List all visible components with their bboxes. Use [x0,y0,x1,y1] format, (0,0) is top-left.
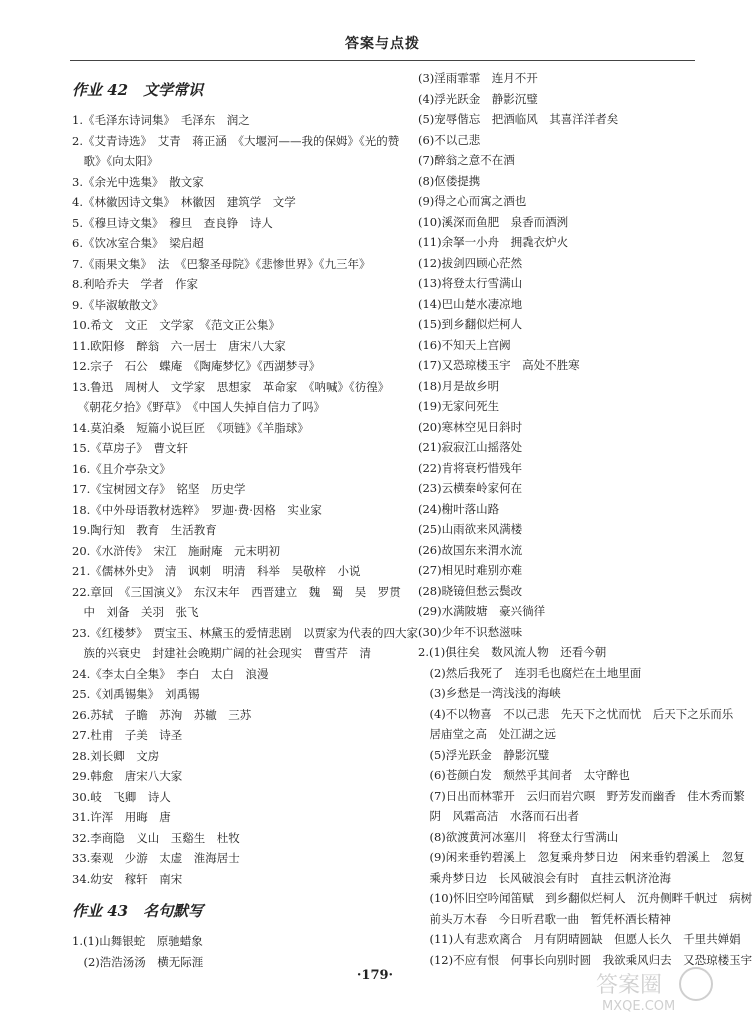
answer-line: 32.李商隐 义山 玉谿生 杜牧 [72,830,240,845]
answer-line: (8)欲渡黄河冰塞川 将登太行雪满山 [418,829,619,844]
answer-line: (13)将登太行雪满山 [418,276,523,290]
answer-line: 6.《饮冰室合集》 梁启超 [72,236,204,250]
answer-line: 18.《中外母语教材选粹》 罗迦·费·因格 实业家 [72,502,322,517]
answer-line: 12.宗子 石公 蝶庵 《陶庵梦忆》《西湖梦寻》 [72,359,321,373]
answer-line: 24.《李太白全集》 李白 太白 浪漫 [72,666,269,681]
answer-line: (5)浮光跃金 静影沉璧 [418,747,550,762]
answer-line: (18)月是故乡明 [418,378,500,393]
answer-line: 15.《草房子》 曹文轩 [72,441,189,455]
answer-line: 4.《林徽因诗文集》 林徽因 建筑学 文学 [72,195,296,209]
answer-line: (7)醉翁之意不在酒 [418,153,515,167]
answer-line: 11.欧阳修 醉翁 六一居士 唐宋八大家 [72,338,286,353]
left-column [72,68,419,972]
answer-line: 中 刘备 关羽 张飞 [72,605,199,619]
answer-line: 前头万木春 今日听君歌一曲 暂凭杯酒长精神 [418,911,671,926]
answer-line: (24)榭叶落山路 [418,501,500,516]
answer-line: 居庙堂之高 处江湖之远 [418,727,556,741]
answer-line: (2)浩浩汤汤 横无际涯 [72,954,204,969]
answer-line: 30.岐 飞卿 诗人 [72,789,171,804]
answer-line: (6)不以己悲 [418,132,481,147]
answer-line: (28)晓镜但愁云鬓改 [418,583,523,598]
answer-line: (3)淫雨霏霏 连月不开 [418,71,538,85]
watermark-sub: MXQE.COM [602,999,676,1014]
answer-line: (10)溪深而鱼肥 泉香而酒洌 [418,214,569,229]
answer-line: (8)伛偻提携 [418,173,481,188]
answer-line: 2.(1)俱往矣 数风流人物 还看今朝 [418,645,607,659]
page-header [70,30,695,61]
answer-line: (2)然后我死了 连羽毛也腐烂在土地里面 [418,665,642,680]
answer-line: 《朝花夕拾》《野草》 《中国人失掉自信力了吗》 [72,400,325,414]
answer-line: (15)到乡翻似烂柯人 [418,317,523,331]
watermark-logo [592,966,732,1014]
answer-line: (25)山雨欲来风满楼 [418,522,523,536]
answer-line: 13.鲁迅 周树人 文学家 思想家 革命家 《呐喊》《彷徨》 [72,379,390,394]
answer-line: 10.希文 文正 文学家 《范文正公集》 [72,318,281,332]
right-column [418,68,752,970]
answer-line: (9)闲来垂钓碧溪上 忽复乘舟梦日边 闲来垂钓碧溪上 忽复 [418,850,745,864]
answer-line: 22.章回 《三国演义》 东汉末年 西晋建立 魏 蜀 吴 罗贯 [72,584,401,599]
answer-line: (23)云横秦岭家何在 [418,481,523,495]
answer-line: 27.杜甫 子美 诗圣 [72,728,183,742]
answer-line: (17)又恐琼楼玉宇 高处不胜寒 [418,358,580,372]
answer-line: 29.韩愈 唐宋八大家 [72,769,183,783]
answer-line: (29)水满陂塘 豪兴徜徉 [418,604,546,618]
answer-line: 17.《宝树园文存》 铭坚 历史学 [72,482,246,496]
answer-line: (20)寒林空见日斜时 [418,419,523,434]
answer-line: 20.《水浒传》 宋江 施耐庵 元末明初 [72,543,281,558]
answer-line: 19.陶行知 教育 生活教育 [72,523,217,537]
answer-line: (9)得之心而寓之酒也 [418,194,527,208]
answer-line: 乘舟梦日边 长风破浪会有时 直挂云帆济沧海 [418,870,671,885]
answer-line: 26.苏轼 子瞻 苏洵 苏辙 三苏 [72,707,252,722]
answer-line: 21.《儒林外史》 清 讽刺 明清 科举 吴敬梓 小说 [72,564,361,578]
answer-line: (12)拔剑四顾心茫然 [418,255,523,270]
watermark-text: 答案圈 [596,973,663,998]
answer-line: 歌》《向太阳》 [72,154,159,168]
section-title: 作业 42 文学常识 [72,81,204,99]
answer-line: 阴 风霜高洁 水落而石出者 [418,809,579,823]
answer-line: (27)相见时难别亦难 [418,563,523,577]
answer-line: 9.《毕淑敏散文》 [72,297,164,312]
answer-line: 1.(1)山舞银蛇 原驰蜡象 [72,934,203,948]
answer-line: 33.秦观 少游 太虚 淮海居士 [72,851,240,865]
answer-line: (16)不知天上宫阙 [418,337,511,352]
answer-line: (4)不以物喜 不以己悲 先天下之忧而忧 后天下之乐而乐 [418,706,734,721]
answer-line: (22)肯将衰朽惜残年 [418,460,523,475]
answer-line: 8.利哈乔夫 学者 作家 [72,277,198,291]
answer-line: 16.《且介亭杂文》 [72,461,171,476]
answer-line: (19)无家问死生 [418,399,500,413]
answer-line: 2.《艾青诗选》 艾青 蒋正涵 《大堰河——我的保姆》《光的赞 [72,133,400,148]
answer-line: (6)苍颜白发 颓然乎其间者 太守醉也 [418,768,630,782]
answer-line: (10)怀旧空吟闻笛赋 到乡翻似烂柯人 沉舟侧畔千帆过 病树 [418,891,752,905]
answer-line: (12)不应有恨 何事长向别时圆 我欲乘风归去 又恐琼楼玉宇 [418,952,752,967]
answer-line: 7.《雨果文集》 法 《巴黎圣母院》《悲惨世界》《九三年》 [72,256,371,271]
answer-line: 34.幼安 稼轩 南宋 [72,871,183,886]
answer-line: (4)浮光跃金 静影沉璧 [418,91,538,106]
page-number: ·179· [356,968,394,983]
answer-line: 族的兴衰史 封建社会晚期广阔的社会现实 曹雪芹 清 [72,646,371,660]
answer-line: (21)寂寂江山摇落处 [418,440,523,454]
answer-line: (11)人有悲欢离合 月有阴晴圆缺 但愿人长久 千里共婵娟 [418,932,741,946]
answer-line: 14.莫泊桑 短篇小说巨匠 《项链》《羊脂球》 [72,420,309,435]
answer-line: 25.《刘禹锡集》 刘禹锡 [72,687,200,701]
answer-line: (30)少年不识愁滋味 [418,624,523,639]
answer-line: 31.许浑 用晦 唐 [72,810,171,824]
answer-line: 1.《毛泽东诗词集》 毛泽东 润之 [72,113,250,127]
section-title: 作业 43 名句默写 [72,902,204,920]
answer-line: 3.《余光中选集》 散文家 [72,174,204,189]
answer-line: (11)余拏一小舟 拥毳衣炉火 [418,235,569,249]
answer-line: 28.刘长卿 文房 [72,748,160,763]
answer-line: 23.《红楼梦》 贾宝玉、林黛玉的爱情悲剧 以贾家为代表的四大家 [72,625,419,640]
answer-line: (7)日出而林霏开 云归而岩穴暝 野芳发而幽香 佳木秀而繁 [418,788,745,803]
header-title: 答案与点拨 [345,36,420,52]
answer-line: 5.《穆旦诗文集》 穆旦 查良铮 诗人 [72,215,273,230]
answer-line: (14)巴山楚水凄凉地 [418,296,523,311]
answer-line: (26)故国东来渭水流 [418,542,523,557]
answer-line: (3)乡愁是一湾浅浅的海峡 [418,686,561,700]
answer-line: (5)宠辱偕忘 把酒临风 其喜洋洋者矣 [418,112,619,126]
